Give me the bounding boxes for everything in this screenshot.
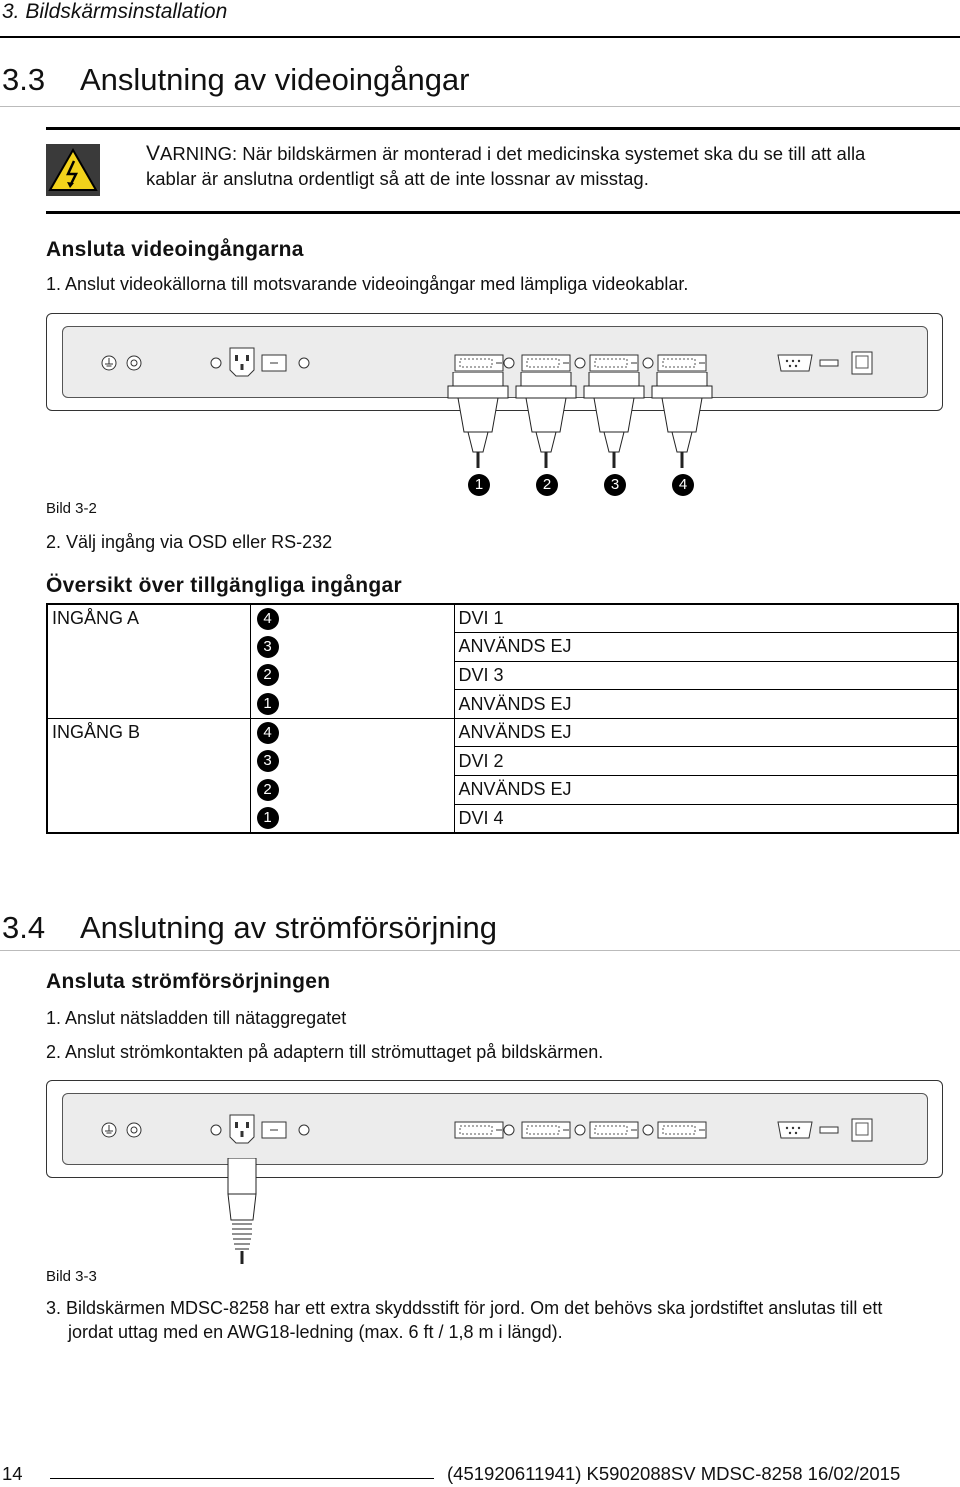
warning-line-2: kablar är anslutna ordentligt så att de inte lossnar av misstag.	[146, 168, 649, 189]
page-number: 14	[2, 1463, 23, 1484]
input-value: DVI 3	[454, 661, 958, 690]
input-value: ANVÄNDS EJ	[454, 690, 958, 719]
callout-badge: 3	[257, 636, 279, 658]
callout-cell	[250, 718, 454, 747]
dvi-cable-4	[652, 372, 712, 468]
input-value: ANVÄNDS EJ	[454, 776, 958, 805]
footer-rule	[50, 1478, 434, 1479]
callout-cell	[250, 776, 454, 805]
warning-label-first: V	[146, 142, 161, 165]
callout-badge: 1	[257, 693, 279, 715]
callout-badge: 3	[257, 750, 279, 772]
subheading-video-inputs: Ansluta videoingångarna	[46, 238, 304, 261]
power-step-2: 2. Anslut strömkontakten på adaptern till strömuttaget på bildskärmen.	[46, 1042, 604, 1062]
section-title-rule	[0, 950, 960, 951]
power-inlet-icon	[230, 348, 254, 376]
ground-terminal-icon	[102, 1123, 116, 1137]
callout-cell	[250, 747, 454, 776]
dvi-port-icon	[455, 1122, 503, 1138]
equipotential-terminal-icon	[127, 356, 141, 370]
input-group-label: INGÅNG B	[47, 718, 250, 832]
callout-1: 1	[468, 474, 490, 496]
section-title-text: Anslutning av strömförsörjning	[80, 910, 497, 945]
power-step-3-line-2: jordat uttag med en AWG18-ledning (max. 6 ft / 1,8 m i längd).	[68, 1322, 563, 1342]
figure-caption-3-3: Bild 3-3	[46, 1268, 97, 1285]
warning-text	[146, 141, 960, 166]
warning-line-1: När bildskärmen är monterad i det medicinska systemet ska du se till att alla	[242, 143, 866, 164]
callout-cell	[250, 690, 454, 719]
callout-cell	[250, 804, 454, 833]
dvi-port-icon	[522, 1122, 570, 1138]
callout-badge: 2	[257, 664, 279, 686]
rs232-port-icon	[778, 1122, 812, 1138]
callout-2: 2	[536, 474, 558, 496]
callout-badge: 1	[257, 807, 279, 829]
table-row	[47, 718, 958, 747]
power-plug-figure	[222, 1158, 262, 1266]
section-number: 3.4	[2, 910, 46, 945]
screw-icon	[299, 358, 309, 368]
section-title-rule	[0, 106, 960, 107]
equipotential-terminal-icon	[127, 1123, 141, 1137]
inputs-overview-table	[46, 603, 959, 834]
dvi-port-icon	[590, 1122, 638, 1138]
callout-4: 4	[672, 474, 694, 496]
section-title-3-4	[2, 910, 497, 946]
dvi-port-icon	[658, 355, 706, 371]
dvi-cables-figure	[440, 372, 720, 472]
screw-icon	[299, 1125, 309, 1135]
callout-3: 3	[604, 474, 626, 496]
dvi-port-icon	[455, 355, 503, 371]
callout-cell	[250, 633, 454, 662]
header-rule	[0, 36, 960, 38]
screw-icon	[211, 1125, 221, 1135]
callout-cell	[250, 604, 454, 633]
footer-doc-info: (451920611941) K5902088SV MDSC-8258 16/02/2015	[447, 1463, 901, 1484]
callout-badge: 4	[257, 722, 279, 744]
table-row	[47, 604, 958, 633]
dvi-port-icon	[590, 355, 638, 371]
input-value: DVI 1	[454, 604, 958, 633]
figure-caption-3-2: Bild 3-2	[46, 500, 97, 517]
callout-badge: 2	[257, 779, 279, 801]
ethernet-port-icon	[852, 352, 872, 374]
input-value: ANVÄNDS EJ	[454, 633, 958, 662]
warning-top-rule	[46, 127, 960, 130]
dvi-port-icon	[522, 355, 570, 371]
ground-terminal-icon	[102, 356, 116, 370]
usb-port-icon	[820, 360, 838, 366]
input-value: DVI 2	[454, 747, 958, 776]
power-inlet-icon	[230, 1115, 254, 1143]
usb-port-icon	[820, 1127, 838, 1133]
rs232-port-icon	[778, 355, 812, 371]
callout-cell	[250, 661, 454, 690]
callout-badge: 4	[257, 608, 279, 630]
dvi-port-icon	[658, 1122, 706, 1138]
section-title-text: Anslutning av videoingångar	[80, 62, 470, 97]
screw-icon	[211, 358, 221, 368]
dvi-cable-2	[516, 372, 576, 468]
step-2-text: 2. Välj ingång via OSD eller RS-232	[46, 532, 333, 552]
dvi-cable-3	[584, 372, 644, 468]
warning-colon: :	[231, 143, 238, 164]
high-voltage-warning-icon	[46, 144, 100, 196]
input-value: DVI 4	[458, 807, 504, 828]
ethernet-port-icon	[852, 1119, 872, 1141]
step-1-text: 1. Anslut videokällorna till motsvarande videoingångar med lämpliga videokablar.	[46, 274, 689, 294]
power-step-1: 1. Anslut nätsladden till nätaggregatet	[46, 1008, 347, 1028]
subheading-power: Ansluta strömförsörjningen	[46, 970, 331, 993]
warning-label-rest: ARNING	[160, 143, 232, 164]
power-step-3-line-1: 3. Bildskärmen MDSC-8258 har ett extra skyddsstift för jord. Om det behövs ska jordstiftet anslutas till ett	[46, 1298, 883, 1318]
section-title-3-3	[2, 62, 470, 98]
input-value: ANVÄNDS EJ	[454, 718, 958, 747]
inputs-overview-title: Översikt över tillgängliga ingångar	[46, 574, 402, 597]
dvi-cable-1	[448, 372, 508, 468]
connector-strip-icons	[62, 1093, 928, 1165]
warning-bottom-rule	[46, 211, 960, 214]
section-number: 3.3	[2, 62, 46, 97]
chapter-header: 3. Bildskärmsinstallation	[2, 0, 228, 23]
input-group-label: INGÅNG A	[47, 604, 250, 718]
